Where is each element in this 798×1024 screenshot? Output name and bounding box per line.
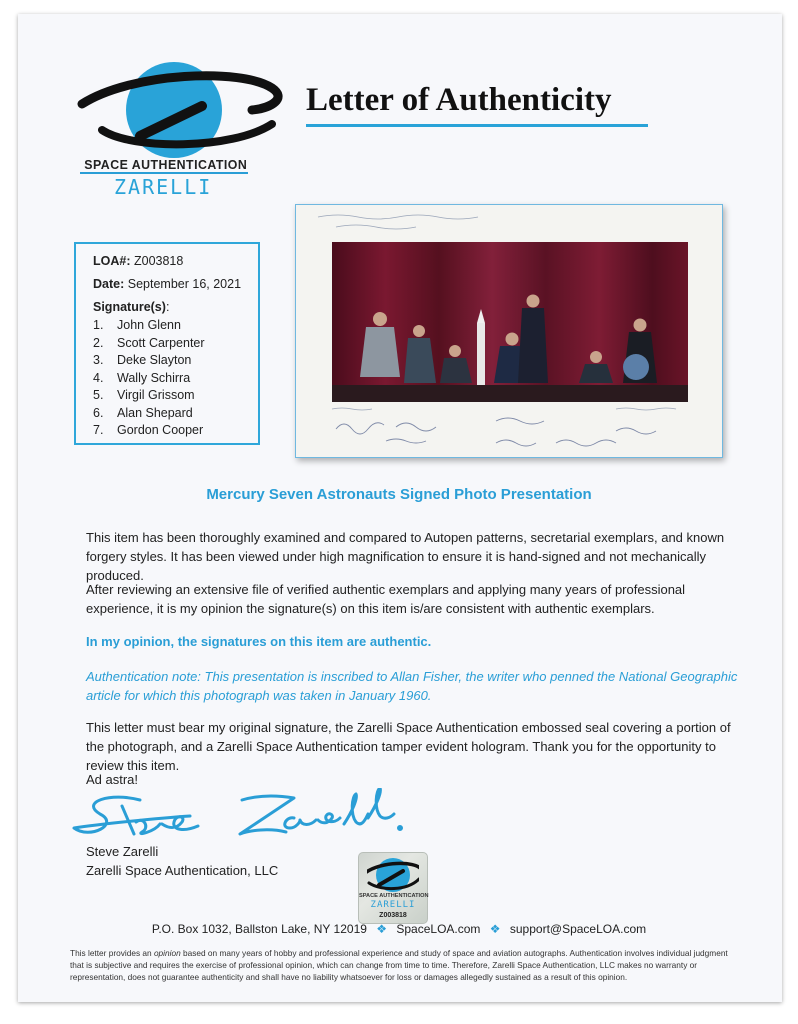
- closing-line: Ad astra!: [86, 772, 139, 787]
- address: P.O. Box 1032, Ballston Lake, NY 12019: [151, 922, 367, 936]
- logo-subname: ZARELLI: [114, 175, 213, 199]
- contact-line: [0, 922, 798, 936]
- disclaimer: This letter provides an opinion based on many years of hobby and professional experience and study of space and aviation autographs. Authentication involves individual judgment that is subjective and requires the exercise of professional opinion, which can change from time to time. Therefore, Zarelli Space Authentication, LLC makes no warranty or representation, does not guarantee authenticity and shall have no liability whatsoever for loss or damages allegedly sustained as a result of this opinion.: [70, 948, 728, 982]
- date-value: September 16, 2021: [127, 277, 242, 291]
- signatures-list: [93, 317, 258, 440]
- loa-info-box: [74, 242, 260, 445]
- body-paragraph: This letter must bear my original signature, the Zarelli Space Authentication embossed seal covering a portion of the photograph, and a Zarelli Space Authentication tamper evident hologram. Thank you for the opportunity to review this item.: [86, 720, 731, 773]
- body-paragraph: This item has been thoroughly examined and compared to Autopen patterns, secretarial exemplars, and known forgery styles. It has been viewed under high magnification to ensure it is hand-signed and not mechanically produced.: [86, 530, 725, 583]
- page-title: Letter of Authenticity: [306, 82, 612, 118]
- list-item: 5. Virgil Grissom: [93, 388, 195, 402]
- opinion-statement: In my opinion, the signatures on this item are authentic.: [86, 634, 432, 649]
- hologram-number: Z003818: [379, 912, 407, 919]
- signer-name: Steve Zarelli: [86, 844, 159, 859]
- list-item: 3. Deke Slayton: [93, 353, 192, 367]
- list-item: 6. Alan Shepard: [93, 405, 193, 420]
- astronaut-photo-illustration: [296, 205, 724, 459]
- list-item: 1. John Glenn: [93, 318, 181, 332]
- date-row: [93, 277, 258, 291]
- hologram-subname: ZARELLI: [370, 900, 416, 910]
- authentication-note: Authentication note: This presentation is inscribed to Allan Fisher, the writer who penned the National Geographic article for which this photograph was taken in January 1960.: [86, 669, 738, 703]
- list-item: 4. Wally Schirra: [93, 370, 191, 385]
- email-link[interactable]: support@SpaceLOA.com: [509, 922, 647, 936]
- loa-number-row: [93, 254, 258, 268]
- signer-block: [86, 842, 278, 880]
- item-title: Mercury Seven Astronauts Signed Photo Presentation: [206, 486, 592, 503]
- title-underline: [306, 124, 648, 127]
- globe-orbit-hologram-icon: [367, 855, 419, 895]
- list-item: 2. Scott Carpenter: [93, 335, 205, 350]
- company-logo: [72, 58, 262, 198]
- list-item: 7. Gordon Cooper: [93, 423, 204, 437]
- item-photo: [295, 204, 723, 458]
- logo-divider: [80, 172, 248, 174]
- date-label: Date:: [93, 277, 125, 291]
- signer-company: Zarelli Space Authentication, LLC: [86, 863, 279, 878]
- diamond-icon: ❖: [489, 922, 501, 936]
- hologram-sticker: [358, 852, 428, 924]
- body-paragraph: After reviewing an extensive file of verified authentic exemplars and applying many years of professional experience, it is my opinion the signature(s) on this item is/are consistent with authentic exemplars.: [86, 582, 686, 616]
- loa-number-label: LOA#:: [93, 254, 131, 268]
- handwritten-signature: [70, 788, 430, 848]
- diamond-icon: ❖: [376, 922, 388, 936]
- hologram-name: SPACE AUTHENTICATION: [359, 893, 429, 899]
- logo-name: SPACE AUTHENTICATION: [84, 157, 248, 172]
- loa-number-value: Z003818: [133, 254, 184, 268]
- globe-orbit-logo-icon: [122, 58, 226, 162]
- signatures-heading: Signature(s):: [93, 300, 170, 314]
- website-link[interactable]: SpaceLOA.com: [396, 922, 481, 936]
